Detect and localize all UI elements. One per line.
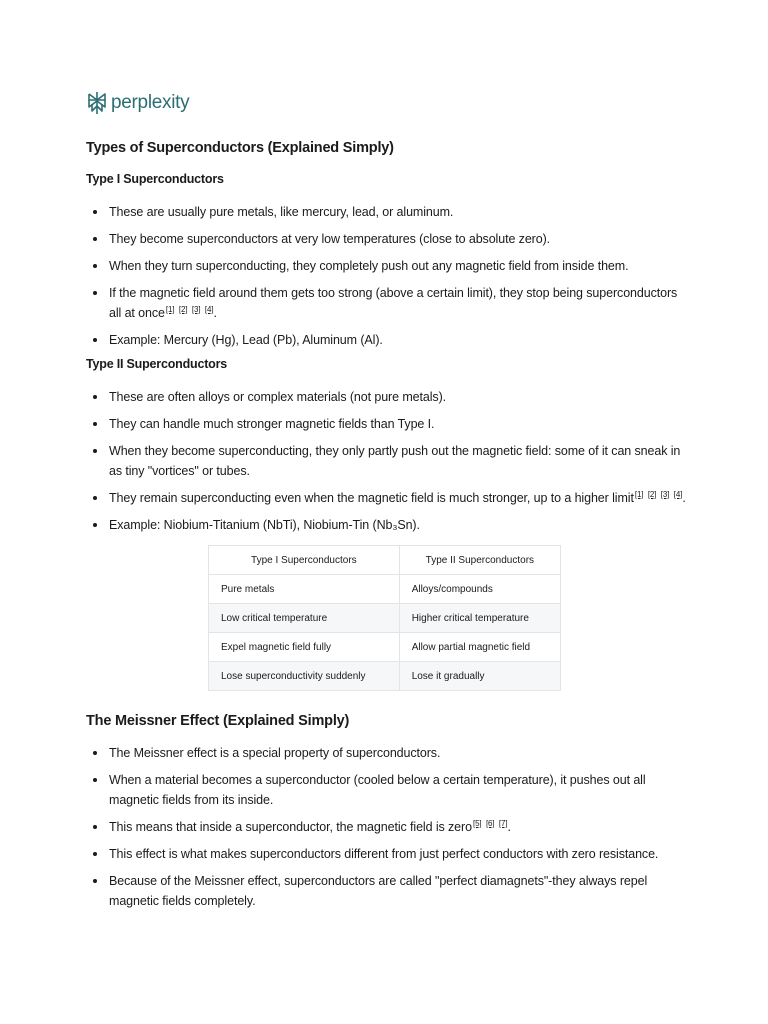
table-cell: Expel magnetic field fully [209, 633, 400, 662]
list-item: If the magnetic field around them gets too strong (above a certain limit), they stop being superconductors all at once[1] [2] [3] [4]. [86, 283, 686, 323]
table-cell: Lose it gradually [399, 662, 560, 691]
citation-link[interactable]: [5] [472, 818, 482, 828]
table-cell: Alloys/compounds [399, 575, 560, 604]
list-item: When they become superconducting, they only partly push out the magnetic field: some of it can sneak in as tiny "vortices" or tubes. [86, 441, 686, 481]
list-item: They can handle much stronger magnetic fields than Type I. [86, 414, 686, 434]
citation-link[interactable]: [7] [498, 818, 508, 828]
list-item: Example: Niobium-Titanium (NbTi), Niobium-Tin (Nb₃Sn). [86, 515, 686, 535]
list-item: When a material becomes a superconductor (cooled below a certain temperature), it pushes out all magnetic fields from its inside. [86, 770, 686, 810]
list-item: This effect is what makes superconductors different from just perfect conductors with zero resistance. [86, 844, 686, 864]
table-cell: Allow partial magnetic field [399, 633, 560, 662]
citation-link[interactable]: [6] [485, 818, 495, 828]
citation-link[interactable]: [3] [660, 489, 670, 499]
list-item: These are usually pure metals, like mercury, lead, or aluminum. [86, 202, 686, 222]
citation-link[interactable]: [1] [634, 489, 644, 499]
list-item: Example: Mercury (Hg), Lead (Pb), Aluminum (Al). [86, 330, 686, 350]
table-row [209, 604, 561, 633]
section-title-meissner: The Meissner Effect (Explained Simply) [86, 713, 350, 729]
type1-list [86, 202, 686, 350]
list-item: When they turn superconducting, they completely push out any magnetic field from inside them. [86, 256, 686, 276]
list-item: These are often alloys or complex materials (not pure metals). [86, 387, 686, 407]
table-row [209, 575, 561, 604]
table-row [209, 633, 561, 662]
perplexity-logo-icon [86, 91, 108, 115]
table-cell: Higher critical temperature [399, 604, 560, 633]
subheading-type1: Type I Superconductors [86, 172, 224, 186]
type2-list [86, 387, 686, 535]
perplexity-logo[interactable] [86, 90, 189, 116]
list-item: The Meissner effect is a special property of superconductors. [86, 743, 686, 763]
comparison-table [208, 545, 561, 691]
citation-link[interactable]: [4] [204, 304, 214, 314]
table-cell: Lose superconductivity suddenly [209, 662, 400, 691]
table-cell: Pure metals [209, 575, 400, 604]
citation-link[interactable]: [1] [165, 304, 175, 314]
list-item: This means that inside a superconductor, the magnetic field is zero[5] [6] [7]. [86, 817, 686, 837]
table-header: Type I Superconductors [209, 546, 400, 575]
citation-link[interactable]: [2] [647, 489, 657, 499]
list-item: They become superconductors at very low temperatures (close to absolute zero). [86, 229, 686, 249]
brand-name: perplexity [111, 92, 190, 113]
table-header: Type II Superconductors [399, 546, 560, 575]
list-item: They remain superconducting even when the magnetic field is much stronger, up to a higher limit[1] [2] [3] [4]. [86, 488, 686, 508]
list-item: Because of the Meissner effect, superconductors are called "perfect diamagnets"-they always repel magnetic fields completely. [86, 871, 686, 911]
table-row [209, 662, 561, 691]
table-cell: Low critical temperature [209, 604, 400, 633]
citation-link[interactable]: [2] [178, 304, 188, 314]
section-title-types: Types of Superconductors (Explained Simply) [86, 140, 394, 156]
subheading-type2: Type II Superconductors [86, 357, 228, 371]
meissner-list [86, 743, 686, 911]
answer-content [86, 138, 686, 911]
citation-link[interactable]: [4] [673, 489, 683, 499]
citation-link[interactable]: [3] [191, 304, 201, 314]
